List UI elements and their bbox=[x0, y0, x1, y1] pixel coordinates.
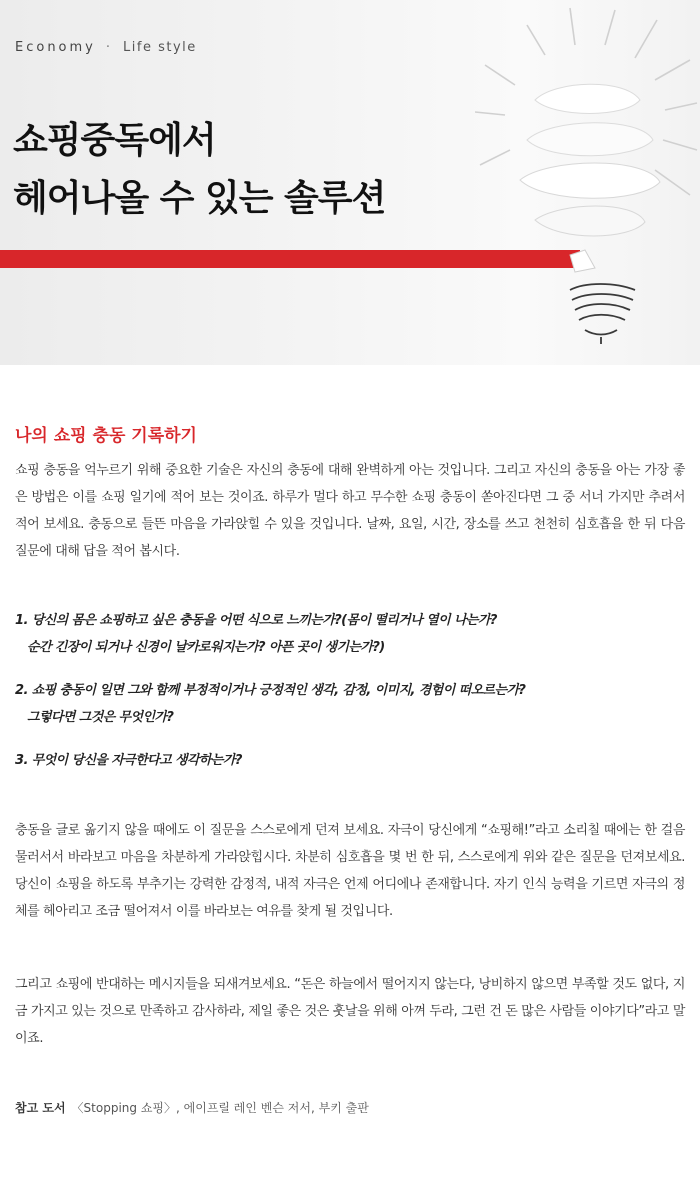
bulb-base-screw bbox=[570, 284, 635, 344]
category-main: Economy bbox=[15, 40, 96, 55]
category-label bbox=[15, 40, 197, 55]
question-2 bbox=[15, 677, 685, 731]
question-2-line-2: 그렇다면 그것은 무엇인가? bbox=[27, 710, 174, 725]
question-3 bbox=[15, 747, 685, 774]
title-line-1: 쇼핑중독에서 bbox=[13, 120, 216, 161]
intro-paragraph: 쇼핑 충동을 억누르기 위해 중요한 기술은 자신의 충동에 대해 완벽하게 아는 것입니다. 그리고 자신의 충동을 아는 가장 좋은 방법은 이를 쇼핑 일기에 적어 보는 것이죠. 하루가 멀다 하고 무수한 쇼핑 충동이 쏟아진다면 그 중 서너 가지만 추려서 적어 보세요. 충동으로 들뜬 마음을 가라앉힐 수 있을 것입니다. 날짜, 요일, 시간, 장소를 쓰고 천천히 심호흡을 한 뒤 다음 질문에 대해 답을 적어 봅시다. bbox=[15, 463, 685, 559]
reference-label: 참고 도서 bbox=[15, 1101, 66, 1115]
question-1 bbox=[15, 607, 685, 661]
body-paragraph-1: 충동을 글로 옮기지 않을 때에도 이 질문을 스스로에게 던져 보세요. 자극이 당신에게 “쇼핑해!”라고 소리칠 때에는 한 걸음 물러서서 바라보고 마음을 차분하게 가라앉힙시다. 차분히 심호흡을 몇 번 한 뒤, 스스로에게 위와 같은 질문을 던져보세요. 당신이 쇼핑을 하도록 부추기는 강력한 감정적, 내적 자극은 언제 어디에나 존재합니다. 자기 인식 능력을 기르면 자극의 정체를 헤아리고 조금 떨어져서 이를 바라보는 여유를 찾게 될 것입니다. bbox=[15, 823, 685, 919]
paper-lightbulb-icon bbox=[475, 0, 700, 365]
question-1-line-1: 1. 당신의 몸은 쇼핑하고 싶은 충동을 어떤 식으로 느끼는가?(몸이 떨리거나 열이 나는가? bbox=[15, 613, 497, 628]
category-separator: · bbox=[105, 40, 114, 55]
body-paragraph-2: 그리고 쇼핑에 반대하는 메시지들을 되새겨보세요. “돈은 하늘에서 떨어지지 않는다, 낭비하지 않으면 부족할 것도 없다, 지금 가지고 있는 것으로 만족하고 감사하라, 제일 좋은 것은 훗날을 위해 아껴 두라, 그런 건 돈 많은 사람들 이야기다”라고 말이죠. bbox=[15, 977, 685, 1046]
paper-spiral bbox=[520, 84, 660, 272]
question-1-line-2: 순간 긴장이 되거나 신경이 날카로워지는가? 아픈 곳이 생기는가?) bbox=[27, 640, 385, 655]
hero-banner bbox=[0, 0, 700, 365]
question-3-line-1: 3. 무엇이 당신을 자극한다고 생각하는가? bbox=[15, 753, 242, 768]
title-line-2: 헤어나올 수 있는 솔루션 bbox=[13, 178, 386, 219]
category-sub: Life style bbox=[123, 40, 197, 55]
reference-text: 〈Stopping 쇼핑〉, 에이프릴 레인 벤슨 저서, 부키 출판 bbox=[71, 1101, 369, 1115]
question-2-line-1: 2. 쇼핑 충동이 일면 그와 함께 부정적이거나 긍정적인 생각, 감정, 이미지, 경험이 떠오르는가? bbox=[15, 683, 526, 698]
page-title bbox=[13, 112, 385, 228]
reference-note bbox=[15, 1099, 369, 1116]
section-heading: 나의 쇼핑 충동 기록하기 bbox=[15, 426, 197, 446]
